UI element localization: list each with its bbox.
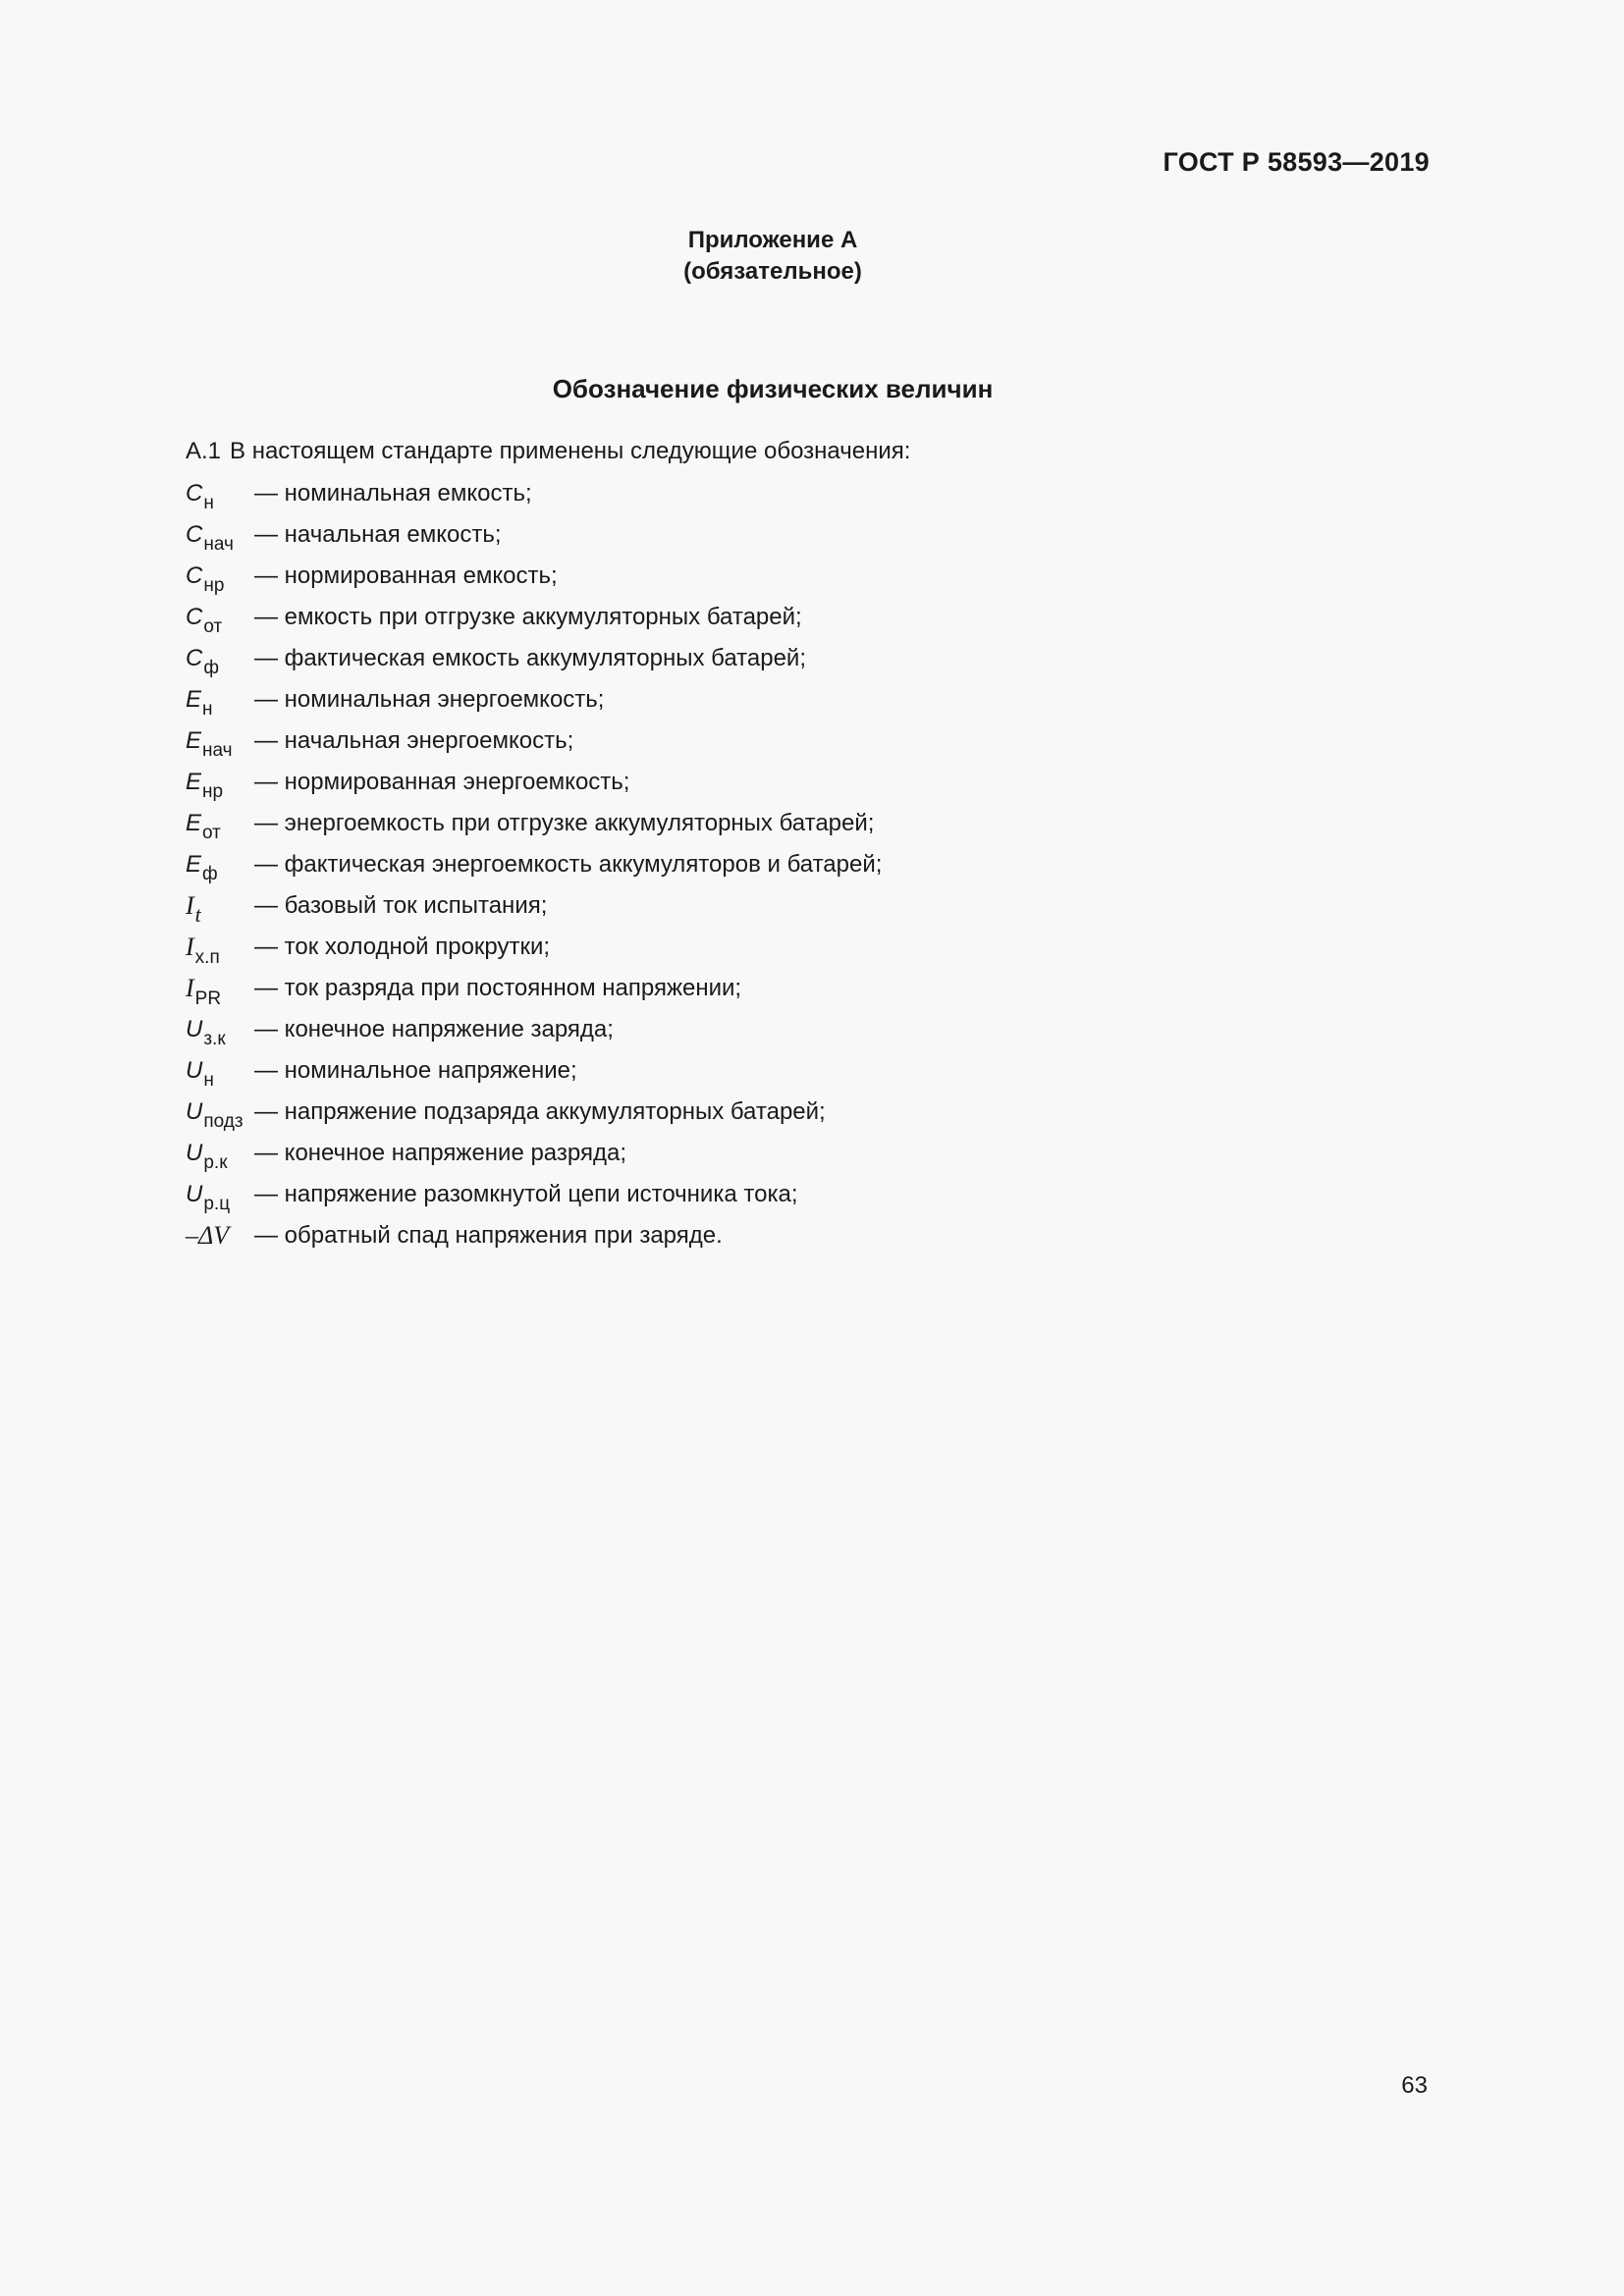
symbol-description: — фактическая емкость аккумуляторных батарей; xyxy=(254,645,806,671)
clause-number: А.1 xyxy=(186,438,222,464)
symbol: $U_{з.к}$ xyxy=(186,1016,226,1049)
symbol: $U_{подз}$ xyxy=(186,1098,244,1132)
symbol: $E_{нач}$ xyxy=(186,727,233,761)
symbol: $U_{р.ц}$ xyxy=(186,1181,231,1214)
symbol-list xyxy=(186,478,882,1261)
symbol: $U_{р.к}$ xyxy=(186,1140,228,1173)
symbol-description: — емкость при отгрузке аккумуляторных батарей; xyxy=(254,604,802,630)
symbol: $I_{х.п}$ xyxy=(186,933,220,968)
symbol: $I_t$ xyxy=(186,891,201,927)
symbol-entry xyxy=(186,1220,882,1261)
symbol-entry xyxy=(186,561,882,602)
symbol: $C_{нач}$ xyxy=(186,521,234,555)
symbol-description: — нормированная емкость; xyxy=(254,562,558,589)
symbol-entry xyxy=(186,849,882,890)
symbol: $E_{от}$ xyxy=(186,810,221,843)
symbol-entry xyxy=(186,1096,882,1138)
symbol-entry xyxy=(186,808,882,849)
intro-text: В настоящем стандарте применены следующие обозначения: xyxy=(230,438,911,464)
symbol: $I_{PR}$ xyxy=(186,974,222,1009)
symbol-entry xyxy=(186,1055,882,1096)
symbol-description: — начальная емкость; xyxy=(254,521,502,548)
symbol-description: — напряжение подзаряда аккумуляторных батарей; xyxy=(254,1098,826,1125)
symbol-entry xyxy=(186,767,882,808)
symbol-entry xyxy=(186,1014,882,1055)
symbol-description: — конечное напряжение разряда; xyxy=(254,1140,626,1166)
symbol-entry xyxy=(186,725,882,767)
symbol-description: — номинальная энергоемкость; xyxy=(254,686,605,713)
symbol-description: — номинальное напряжение; xyxy=(254,1057,577,1084)
symbol-description: — начальная энергоемкость; xyxy=(254,727,574,754)
symbol-entry xyxy=(186,643,882,684)
page-number: 63 xyxy=(1401,2072,1428,2099)
symbol-entry xyxy=(186,478,882,519)
symbol-description: — фактическая энергоемкость аккумуляторов и батарей; xyxy=(254,851,883,878)
section-title: Обозначение физических величин xyxy=(552,374,994,403)
symbol: $C_{нр}$ xyxy=(186,562,225,596)
symbol-description: — конечное напряжение заряда; xyxy=(254,1016,614,1042)
symbol-description: — нормированная энергоемкость; xyxy=(254,769,630,795)
symbol: $C_ф$ xyxy=(186,645,219,678)
appendix-title: Приложение А xyxy=(687,227,858,253)
symbol: –ΔV xyxy=(186,1221,230,1250)
symbol-description: — напряжение разомкнутой цепи источника тока; xyxy=(254,1181,798,1207)
symbol: $E_{нр}$ xyxy=(186,769,224,802)
symbol-entry xyxy=(186,932,882,973)
appendix-heading xyxy=(0,225,1545,288)
appendix-status: (обязательное) xyxy=(683,258,862,285)
symbol: $C_{от}$ xyxy=(186,604,223,637)
symbol: $E_ф$ xyxy=(186,851,218,884)
symbol-entry xyxy=(186,1138,882,1179)
symbol-entry xyxy=(186,602,882,643)
symbol-entry xyxy=(186,890,882,932)
symbol-description: — ток разряда при постоянном напряжении; xyxy=(254,975,742,1001)
symbol-description: — ток холодной прокрутки; xyxy=(254,934,551,960)
symbol-description: — обратный спад напряжения при заряде. xyxy=(254,1222,723,1249)
symbol-description: — номинальная емкость; xyxy=(254,480,532,507)
document-id: ГОСТ Р 58593—2019 xyxy=(1163,147,1430,177)
intro-paragraph xyxy=(186,438,910,465)
symbol-entry xyxy=(186,684,882,725)
symbol: $U_н$ xyxy=(186,1057,214,1091)
symbol-entry xyxy=(186,1179,882,1220)
symbol: $C_н$ xyxy=(186,480,214,513)
symbol: $E_н$ xyxy=(186,686,213,720)
symbol-description: — энергоемкость при отгрузке аккумуляторных батарей; xyxy=(254,810,875,836)
symbol-entry xyxy=(186,519,882,561)
symbol-description: — базовый ток испытания; xyxy=(254,892,548,919)
symbol-entry xyxy=(186,973,882,1014)
